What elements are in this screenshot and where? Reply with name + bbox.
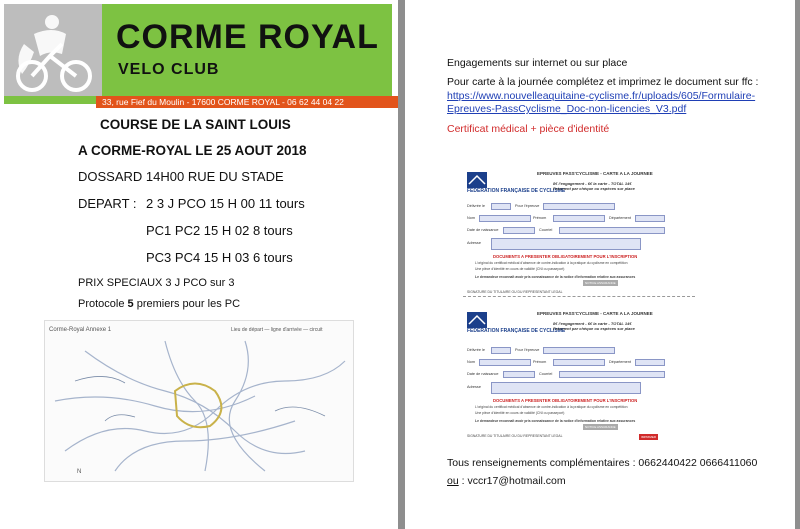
- left-page: [0, 0, 398, 529]
- event-title: COURSE DE LA SAINT LOUIS: [100, 117, 291, 132]
- depart-label: DEPART :: [78, 196, 137, 211]
- start-line: PC1 PC2 15 H 02 8 tours: [146, 223, 293, 238]
- delivered-label: Délivrée le: [467, 348, 485, 352]
- club-address: 33, rue Fief du Moulin - 17600 CORME ROYAL - 06 62 44 04 22: [96, 96, 398, 108]
- protocole: [78, 298, 240, 310]
- delivered-field[interactable]: [491, 347, 511, 354]
- protocole-count: 5: [127, 298, 134, 310]
- route-map-drawing: [45, 321, 353, 481]
- nom-label: Nom: [467, 360, 476, 364]
- route-map: [44, 320, 354, 482]
- form-separator: [463, 296, 695, 297]
- carte-journee-line: Pour carte à la journée complétez et imprimez le document sur ffc :: [447, 76, 759, 88]
- print-button[interactable]: IMPRIMER: [641, 435, 656, 439]
- pass-cyclisme-form: [463, 168, 695, 298]
- map-heading: Corme-Royal Annexe 1: [49, 327, 112, 333]
- form-payment: Paiement par chèque ou espèces sur place: [553, 326, 635, 331]
- naissance-label: Date de naissance: [467, 228, 499, 232]
- event-label: Pour l'épreuve: [515, 204, 540, 208]
- doc-item: Une pièce d'identité en cours de validité (CNI ou passeport): [475, 267, 565, 271]
- prenom-field[interactable]: [553, 215, 605, 222]
- form-fee: 8€ l'engagement - 6€ la carte - TOTAL 14€: [553, 181, 632, 186]
- certificate-note: Certificat médical + pièce d'identité: [447, 123, 610, 135]
- courriel-field[interactable]: [559, 371, 665, 378]
- departement-label: Département: [609, 360, 631, 364]
- nom-label: Nom: [467, 216, 476, 220]
- protocole-text: premiers pour les PC: [133, 298, 241, 310]
- contact-email: [447, 475, 566, 487]
- doc-item: L'original du certificat médical d'absence de contre-indication à la pratique du cyclisme en compétition: [475, 261, 628, 265]
- dossard-info: DOSSARD 14H00 RUE DU STADE: [78, 169, 284, 184]
- signature-label: SIGNATURE DU TITULAIRE OU DU REPRESENTANT LEGAL: [467, 434, 563, 438]
- nom-field[interactable]: [479, 215, 531, 222]
- prenom-field[interactable]: [553, 359, 605, 366]
- notice-button[interactable]: NOTICE ASSURANCE: [585, 425, 616, 429]
- insurance-notice: Le demandeur reconnaît avoir pris connaissance de la notice d'information relative aux assurances: [475, 275, 636, 279]
- event-field[interactable]: [543, 347, 615, 354]
- engagements-line: Engagements sur internet ou sur place: [447, 57, 628, 69]
- form-federation: FEDERATION FRANÇAISE DE CYCLISME: [467, 328, 566, 334]
- form-fee: 8€ l'engagement - 6€ la carte - TOTAL 14€: [553, 321, 632, 326]
- departement-field[interactable]: [635, 359, 665, 366]
- nom-field[interactable]: [479, 359, 531, 366]
- start-line: 2 3 J PCO 15 H 00 11 tours: [146, 196, 305, 211]
- event-field[interactable]: [543, 203, 615, 210]
- departement-field[interactable]: [635, 215, 665, 222]
- doc-item: Une pièce d'identité en cours de validité (CNI ou passeport): [475, 411, 565, 415]
- insurance-notice: Le demandeur reconnaît avoir pris connaissance de la notice d'information relative aux assurances: [475, 419, 636, 423]
- doc-item: L'original du certificat médical d'absence de contre-indication à la pratique du cyclisme en compétition: [475, 405, 628, 409]
- club-subtitle: VELO CLUB: [118, 61, 220, 78]
- club-name: CORME ROYAL: [116, 18, 379, 56]
- event-place-date: A CORME-ROYAL LE 25 AOUT 2018: [78, 143, 307, 158]
- delivered-field[interactable]: [491, 203, 511, 210]
- form-title: EPREUVES PASS'CYCLISME - CARTE A LA JOURNEE: [537, 311, 653, 316]
- signature-label: SIGNATURE DU TITULAIRE OU DU REPRESENTANT LEGAL: [467, 290, 563, 294]
- departement-label: Département: [609, 216, 631, 220]
- delivered-label: Délivrée le: [467, 204, 485, 208]
- form-federation: FEDERATION FRANÇAISE DE CYCLISME: [467, 188, 566, 194]
- pass-cyclisme-form: [463, 308, 695, 448]
- protocole-text: Protocole: [78, 298, 128, 310]
- adresse-label: Adresse: [467, 241, 481, 245]
- courriel-label: Courriel: [539, 228, 553, 232]
- notice-button[interactable]: NOTICE ASSURANCE: [585, 281, 616, 285]
- start-line: PC3 PC4 15 H 03 6 tours: [146, 250, 293, 265]
- form-link[interactable]: https://www.nouvelleaquitaine-cyclisme.fr/uploads/605/Formulaire-: [447, 90, 756, 102]
- adresse-field[interactable]: [491, 238, 641, 250]
- adresse-field[interactable]: [491, 382, 641, 394]
- naissance-field[interactable]: [503, 227, 535, 234]
- prenom-label: Prénom: [533, 360, 547, 364]
- courriel-field[interactable]: [559, 227, 665, 234]
- map-north-label: N: [77, 469, 82, 475]
- prenom-label: Prénom: [533, 216, 547, 220]
- docs-heading: DOCUMENTS A PRESENTER OBLIGATOIREMENT POUR L'INSCRIPTION: [493, 398, 638, 403]
- map-legend: Lieu de départ — ligne d'arrivée — circuit: [231, 327, 323, 333]
- club-banner: [4, 4, 392, 107]
- email-prefix: ou: [447, 475, 459, 487]
- form-title: EPREUVES PASS'CYCLISME - CARTE A LA JOURNEE: [537, 171, 653, 176]
- courriel-label: Courriel: [539, 372, 553, 376]
- naissance-label: Date de naissance: [467, 372, 499, 376]
- prix-speciaux: PRIX SPECIAUX 3 J PCO sur 3: [78, 277, 235, 289]
- form-link[interactable]: Epreuves-PassCyclisme_Doc-non-licencies_V3.pdf: [447, 103, 687, 115]
- contact-phones: Tous renseignements complémentaires : 0662440422 0666411060: [447, 457, 758, 469]
- form-payment: Paiement par chèque ou espèces sur place: [553, 186, 635, 191]
- adresse-label: Adresse: [467, 385, 481, 389]
- naissance-field[interactable]: [503, 371, 535, 378]
- cyclist-logo: [4, 4, 102, 96]
- right-page: [405, 0, 795, 529]
- email-address[interactable]: : vccr17@hotmail.com: [458, 475, 566, 487]
- docs-heading: DOCUMENTS A PRESENTER OBLIGATOIREMENT POUR L'INSCRIPTION: [493, 254, 638, 259]
- event-label: Pour l'épreuve: [515, 348, 540, 352]
